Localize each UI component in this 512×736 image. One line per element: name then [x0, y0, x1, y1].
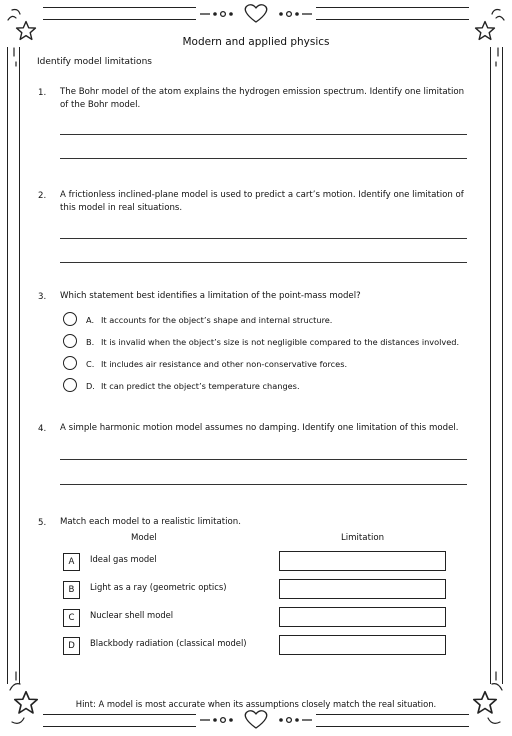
question-1-answer-line-1[interactable] — [60, 134, 467, 135]
match-model-a: Ideal gas model — [90, 554, 157, 564]
option-a-radio[interactable] — [63, 312, 77, 326]
question-3-text: Which statement best identifies a limitation of the point-mass model? — [60, 291, 361, 301]
page-subtitle: Identify model limitations — [37, 57, 152, 67]
option-c-radio[interactable] — [63, 356, 77, 370]
question-1-text: The Bohr model of the atom explains the hydrogen emission spectrum. Identify one limitation of the Bohr model. — [60, 87, 465, 110]
question-4-answer-line-2[interactable] — [60, 484, 467, 485]
option-d-radio[interactable] — [63, 378, 77, 392]
question-5-text: Match each model to a realistic limitation. — [60, 517, 241, 527]
question-1-answer-line-2[interactable] — [60, 158, 467, 159]
question-2-number: 2. — [38, 191, 47, 201]
match-answer-box-b[interactable] — [279, 579, 446, 599]
page-title: Modern and applied physics — [182, 36, 330, 48]
match-model-d: Blackbody radiation (classical model) — [90, 638, 247, 648]
option-d-text: It can predict the object’s temperature changes. — [101, 381, 300, 391]
option-b-radio[interactable] — [63, 334, 77, 348]
question-2-answer-line-1[interactable] — [60, 238, 467, 239]
question-4-number: 4. — [38, 424, 47, 434]
question-1-number: 1. — [38, 88, 47, 98]
match-letter-a: A — [63, 553, 80, 571]
column-header-model: Model — [131, 533, 157, 543]
match-answer-box-c[interactable] — [279, 607, 446, 627]
option-a-letter: A. — [86, 315, 95, 325]
option-a-text: It accounts for the object’s shape and internal structure. — [101, 315, 333, 325]
option-b-letter: B. — [86, 337, 95, 347]
question-3-number: 3. — [38, 292, 47, 302]
column-header-limitation: Limitation — [341, 533, 385, 543]
match-answer-box-a[interactable] — [279, 551, 446, 571]
option-c-letter: C. — [86, 359, 95, 369]
question-4-text: A simple harmonic motion model assumes no damping. Identify one limitation of this model. — [60, 423, 459, 433]
match-letter-b: B — [63, 581, 80, 599]
match-model-c: Nuclear shell model — [90, 610, 174, 620]
match-model-b: Light as a ray (geometric optics) — [90, 582, 227, 592]
match-answer-box-d[interactable] — [279, 635, 446, 655]
question-2-answer-line-2[interactable] — [60, 262, 467, 263]
question-4-answer-line-1[interactable] — [60, 459, 467, 460]
question-2-text: A frictionless inclined-plane model is used to predict a cart’s motion. Identify one limitation of this model in real situations. — [60, 190, 464, 213]
hint-text: Hint: A model is most accurate when its assumptions closely match the real situation. — [75, 699, 437, 709]
option-c-text: It includes air resistance and other non-conservative forces. — [101, 359, 348, 369]
question-5-number: 5. — [38, 518, 47, 528]
match-letter-c: C — [63, 609, 80, 627]
option-d-letter: D. — [86, 381, 95, 391]
option-b-text: It is invalid when the object’s size is not negligible compared to the distances involved. — [101, 337, 460, 347]
match-letter-d: D — [63, 637, 80, 655]
